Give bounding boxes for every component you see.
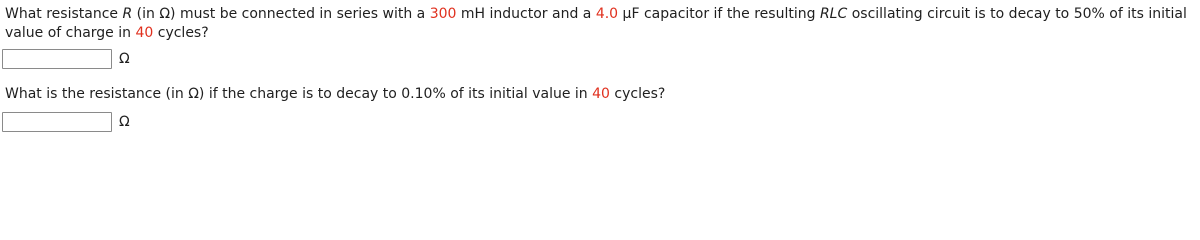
- q2-part-1: What is the resistance (in Ω) if the charge is to decay to 0.10% of its initial value in: [5, 86, 593, 102]
- q1-part-1: What resistance: [5, 6, 123, 22]
- q1-capacitance-value: 4.0: [595, 6, 619, 22]
- answer-1-input[interactable]: [2, 49, 112, 69]
- answer-1-unit: Ω: [119, 51, 130, 67]
- q1-part-5: oscillating circuit is to decay to 50% of its initial value of charge in: [5, 6, 1187, 41]
- answer-2-row: [2, 112, 130, 132]
- answer-2-input[interactable]: [2, 112, 112, 132]
- answer-2-unit: Ω: [119, 114, 130, 130]
- q1-rlc-label: RLC: [819, 6, 848, 22]
- q1-part-6: cycles?: [153, 25, 209, 41]
- question-2-text: [5, 85, 1193, 104]
- q1-part-4: μF capacitor if the resulting: [618, 6, 820, 22]
- q1-resistance-variable: R: [122, 6, 133, 22]
- q1-inductance-value: 300: [429, 6, 457, 22]
- q2-part-2: cycles?: [609, 86, 666, 102]
- question-1-text: [5, 5, 1193, 43]
- q1-cycles-value: 40: [135, 25, 154, 41]
- q2-cycles-value: 40: [592, 86, 610, 102]
- q1-part-3: mH inductor and a: [456, 6, 596, 22]
- q1-part-2: (in Ω) must be connected in series with a: [132, 6, 430, 22]
- answer-1-row: [2, 49, 130, 69]
